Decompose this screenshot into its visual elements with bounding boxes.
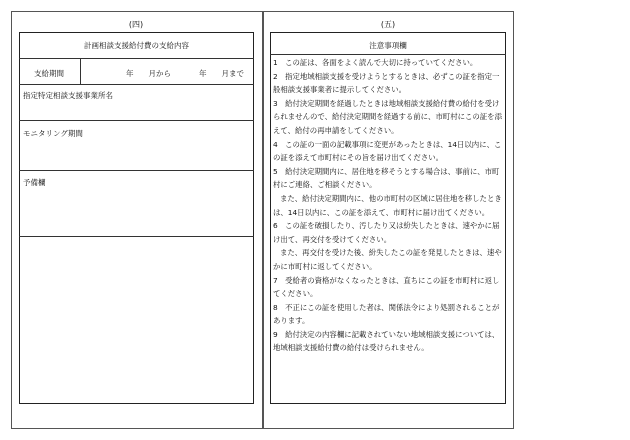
reserve-row-divider (19, 236, 254, 237)
note-item: 1 この証は、各面をよく読んで大切に持っていてください。 (273, 58, 478, 67)
note-item: 7 受給者の資格がなくなったときは、直ちにこの証を市町村に返してください。 (273, 275, 500, 299)
office-row-divider (19, 120, 254, 121)
left-page-number: (四) (128, 20, 144, 29)
period-from: 年 月から (126, 69, 171, 78)
period-label: 支給期間 (34, 69, 64, 78)
note-item: また、再交付を受けた後、紛失したこの証を発見したときは、速やかに市町村に返してください。 (273, 248, 502, 271)
note-item: 8 不正にこの証を使用した者は、関係法令により処罰されることがあります。 (273, 302, 500, 326)
period-divider (80, 58, 81, 84)
period-row-divider (19, 84, 254, 85)
note-item: 3 給付決定期間を経過したときは地域相談支援給付費の給付を受けられませんので、給付決定期間を経過する前に、市町村にこの証を添えて、給付の再申請をしてください。 (273, 98, 502, 135)
reserve-label: 予備欄 (23, 178, 46, 187)
note-item: 2 指定地域相談支援を受けようとするときは、必ずこの証を指定一般相談支援事業者に提示してください。 (273, 71, 500, 95)
monitoring-row-divider (19, 170, 254, 171)
note-item: また、給付決定期間内に、他の市町村の区域に居住地を移したときは、14日以内に、この証を添えて、市町村に届け出てください。 (273, 193, 502, 217)
note-item: 5 給付決定期間内に、居住地を移そうとする場合は、事前に、市町村にご連絡、ご相談ください。 (273, 166, 500, 190)
right-page-number: (五) (380, 20, 396, 29)
notes-title-divider (270, 54, 506, 55)
note-item: 4 この証の一面の記載事項に変更があったときは、14日以内に、この証を添えて市町村にその旨を届け出てください。 (273, 139, 502, 163)
period-to: 年 月まで (199, 69, 244, 78)
title-divider (19, 58, 254, 59)
notes-list (273, 56, 505, 355)
right-page-title: 注意事項欄 (369, 41, 407, 50)
note-item: 6 この証を破損したり、汚したり又は紛失したときは、速やかに届け出て、再交付を受けてください。 (273, 221, 500, 244)
left-page-title: 計画相談支援給付費の支給内容 (84, 41, 189, 50)
monitoring-label: モニタリング期間 (23, 129, 83, 138)
note-item: 9 給付決定の内容欄に記載されていない地域相談支援については、地域相談支援給付費の給付は受けられません。 (273, 329, 500, 353)
left-form-frame (19, 32, 254, 404)
office-label: 指定特定相談支援事業所名 (23, 91, 113, 100)
